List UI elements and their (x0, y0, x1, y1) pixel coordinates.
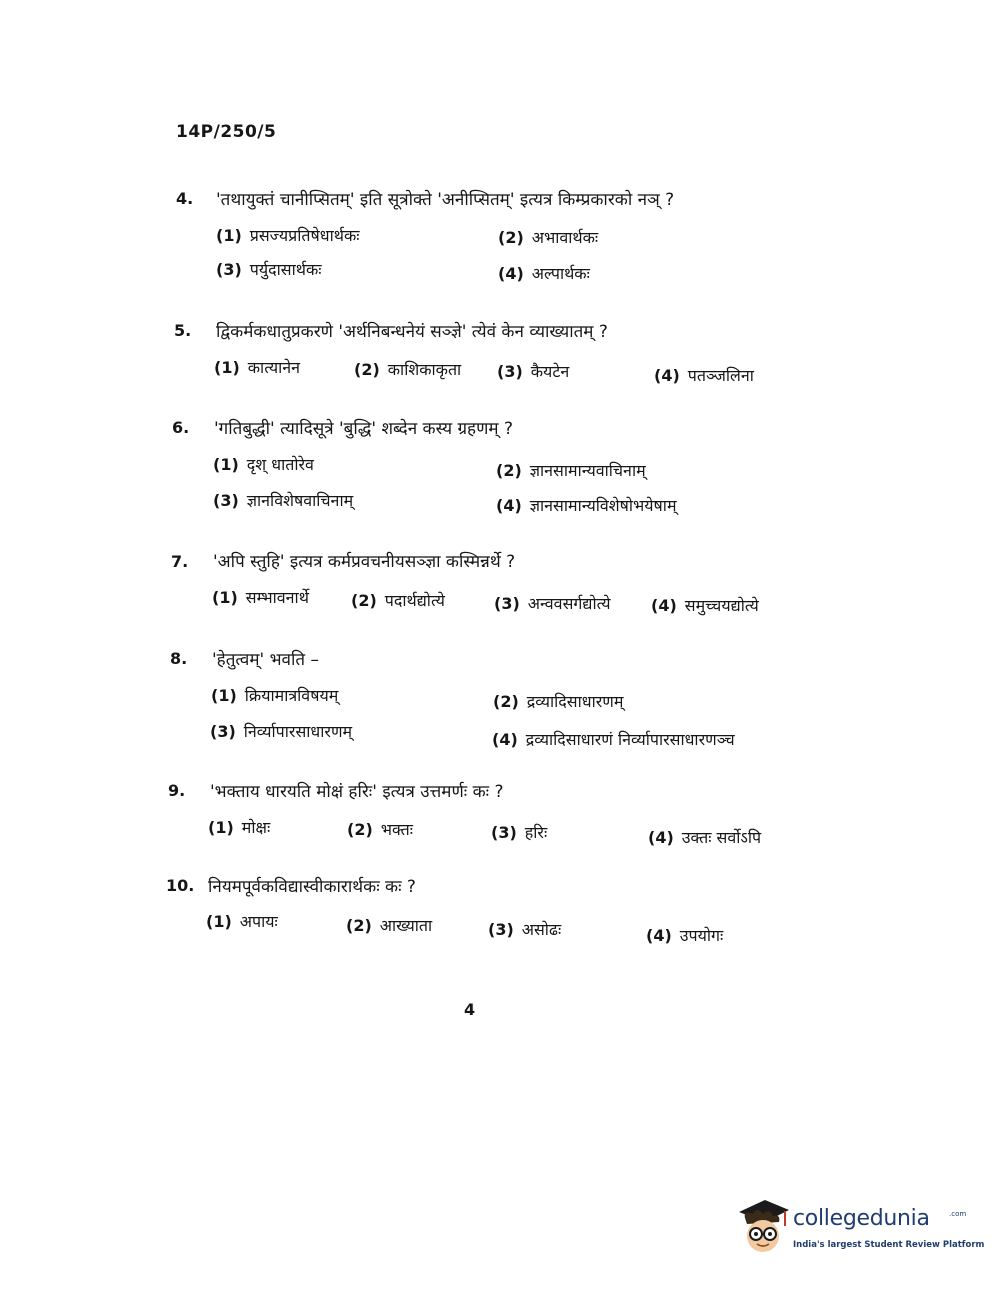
option-1 (214, 356, 300, 378)
option-1 (208, 816, 270, 838)
question-text: 'गतिबुद्धी' त्यादिसूत्रे 'बुद्धि' शब्देन कस्य ग्रहणम् ? (214, 419, 513, 439)
option-4 (498, 262, 590, 284)
option-4 (492, 728, 735, 750)
option-number: (1) (206, 912, 232, 931)
option-number: (2) (346, 916, 372, 935)
logo-tagline: India's largest Student Review Platform (793, 1240, 985, 1250)
option-number: (3) (210, 722, 236, 741)
question-text: 'तथायुक्तं चानीप्सितम्' इति सूत्रोक्ते 'अनीप्सितम्' इत्यत्र किम्प्रकारको नञ् ? (216, 190, 675, 210)
option-3 (216, 258, 321, 280)
option-text: अल्पार्थकः (531, 264, 590, 283)
question-text: द्विकर्मकधातुप्रकरणे 'अर्थनिबन्धनेयं सञ्ज्ञे' त्येवं केन व्याख्यातम् ? (216, 322, 608, 342)
page-code: 14P/250/5 (176, 122, 277, 142)
question-number: 10. (166, 876, 195, 895)
option-text: भक्तः (380, 820, 413, 839)
option-number: (2) (498, 228, 524, 247)
option-text: पर्युदासार्थकः (249, 260, 322, 279)
option-text: पतञ्जलिना (687, 366, 754, 385)
option-text: ज्ञानसामान्यवाचिनाम् (529, 461, 646, 480)
option-text: ज्ञानविशेषवाचिनाम् (246, 491, 354, 510)
option-4 (654, 364, 754, 386)
option-3 (494, 592, 611, 614)
question-number: 7. (171, 552, 189, 571)
option-text: अन्ववसर्गद्योत्ये (527, 594, 611, 613)
option-text: हरिः (524, 823, 548, 842)
question-text: 'भक्ताय धारयति मोक्षं हरिः' इत्यत्र उत्तमर्णः कः ? (210, 782, 504, 802)
option-2 (496, 459, 646, 481)
option-text: उपयोगः (679, 926, 724, 945)
option-number: (2) (351, 591, 377, 610)
question-number: 9. (168, 781, 186, 800)
option-number: (2) (347, 820, 373, 839)
option-1 (216, 224, 359, 246)
option-1 (212, 586, 309, 608)
option-3 (210, 720, 352, 742)
option-number: (4) (496, 496, 522, 515)
question-number: 5. (174, 321, 192, 340)
option-1 (211, 684, 338, 706)
option-number: (3) (216, 260, 242, 279)
option-number: (4) (651, 596, 677, 615)
question-text: नियमपूर्वकविद्यास्वीकारार्थकः कः ? (208, 877, 416, 897)
question-number: 8. (170, 649, 188, 668)
option-number: (1) (216, 226, 242, 245)
option-text: प्रसज्यप्रतिषेधार्थकः (249, 226, 360, 245)
option-number: (4) (648, 828, 674, 847)
option-2 (346, 914, 432, 936)
option-text: पदार्थद्योत्ये (384, 591, 445, 610)
question-number: 6. (172, 418, 190, 437)
option-text: सम्भावनार्थे (245, 588, 309, 607)
option-text: कात्यानेन (247, 358, 301, 377)
option-number: (1) (213, 455, 239, 474)
option-number: (3) (491, 823, 517, 842)
option-number: (2) (496, 461, 522, 480)
option-3 (488, 918, 561, 940)
option-text: क्रियामात्रविषयम् (244, 686, 339, 705)
question-number: 4. (176, 189, 194, 208)
option-text: द्रव्यादिसाधारणम् (526, 692, 624, 711)
option-text: ज्ञानसामान्यविशेषोभयेषाम् (529, 496, 677, 515)
option-3 (497, 360, 569, 382)
option-2 (493, 690, 623, 712)
option-number: (2) (493, 692, 519, 711)
option-text: आख्याता (379, 916, 433, 935)
option-number: (2) (354, 360, 380, 379)
option-number: (4) (492, 730, 518, 749)
option-2 (347, 818, 413, 840)
option-text: समुच्चयद्योत्ये (684, 596, 759, 615)
option-1 (213, 453, 314, 475)
option-4 (651, 594, 759, 616)
option-4 (496, 494, 677, 516)
option-3 (213, 489, 353, 511)
option-number: (4) (646, 926, 672, 945)
option-number: (4) (498, 264, 524, 283)
mascot-icon (735, 1196, 791, 1266)
option-number: (3) (494, 594, 520, 613)
option-text: निर्व्यापारसाधारणम् (243, 722, 353, 741)
option-4 (646, 924, 723, 946)
option-number: (1) (212, 588, 238, 607)
collegedunia-logo (735, 1196, 985, 1266)
option-text: दृश् धातोरेव (246, 455, 314, 474)
option-2 (351, 589, 445, 611)
option-number: (1) (214, 358, 240, 377)
page-number: 4 (464, 1000, 476, 1019)
option-number: (3) (488, 920, 514, 939)
option-text: द्रव्यादिसाधारणं निर्व्यापारसाधारणञ्च (525, 730, 735, 749)
option-2 (354, 358, 461, 380)
option-text: अभावार्थकः (531, 228, 599, 247)
option-1 (206, 910, 278, 932)
option-4 (648, 826, 761, 848)
option-text: उक्तः सर्वोऽपि (681, 828, 762, 847)
question-text: 'अपि स्तुहि' इत्यत्र कर्मप्रवचनीयसञ्ज्ञा कस्मिन्नर्थे ? (213, 552, 516, 572)
option-text: काशिकाकृता (387, 360, 462, 379)
option-text: असोढः (521, 920, 562, 939)
option-text: मोक्षः (241, 818, 271, 837)
question-text: 'हेतुत्वम्' भवति – (212, 650, 319, 670)
option-number: (4) (654, 366, 680, 385)
option-text: अपायः (239, 912, 278, 931)
option-3 (491, 821, 547, 843)
option-number: (3) (497, 362, 523, 381)
option-number: (3) (213, 491, 239, 510)
logo-suffix: .com (949, 1210, 967, 1218)
option-number: (1) (211, 686, 237, 705)
option-text: कैयटेन (530, 362, 570, 381)
option-number: (1) (208, 818, 234, 837)
option-2 (498, 226, 598, 248)
logo-wordmark: collegedunia (793, 1206, 930, 1231)
